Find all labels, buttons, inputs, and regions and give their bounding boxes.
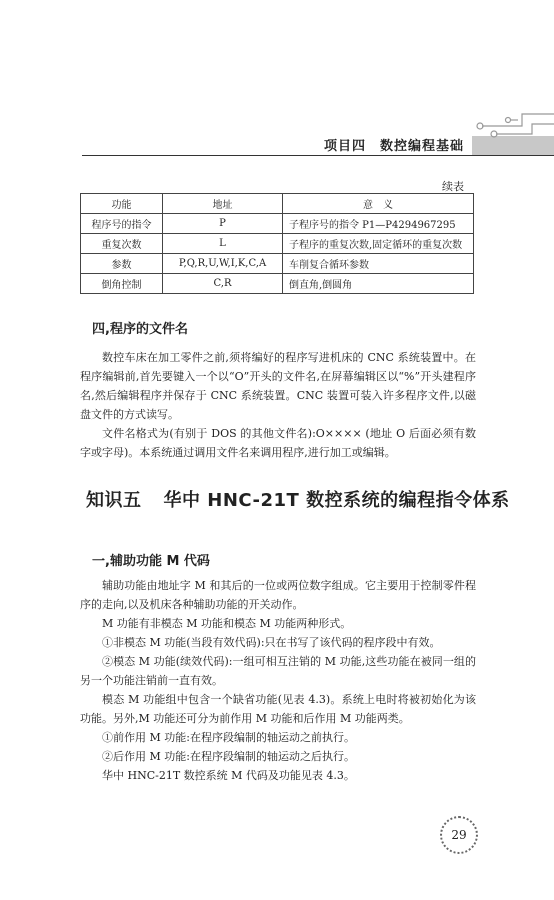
table-cell: 子程序号的指令 P1—P4294967295 [283, 214, 474, 234]
table-header-cell: 意 义 [283, 194, 474, 214]
paragraph: ①非模态 M 功能(当段有效代码):只在书写了该代码的程序段中有效。 [102, 636, 441, 649]
table-cell: 程序号的指令 [81, 214, 163, 234]
header-chapter: 项目四 [323, 139, 366, 154]
table-row [81, 274, 474, 294]
table-header-row [81, 194, 474, 214]
paragraph: ②模态 M 功能(续效代码):一组可相互注销的 M 功能,这些功能在被同一组的另一个功能注销前一直有效。 [80, 655, 476, 687]
paragraph: ②后作用 M 功能:在程序段编制的轴运动之后执行。 [102, 750, 355, 763]
section-heading-filename: 四,程序的文件名 [92, 322, 188, 337]
paragraph: 辅助功能由地址字 M 和其后的一位或两位数字组成。它主要用于控制零件程序的走向,以及机床各种辅助功能的开关动作。 [80, 579, 476, 611]
table-cell: C,R [163, 274, 283, 294]
header-decoration [462, 100, 554, 160]
table-cell: 车削复合循环参数 [283, 254, 474, 274]
paragraph: 数控车床在加工零件之前,须将编好的程序写进机床的 CNC 系统装置中。在程序编辑前,首先要键入一个以“O”开头的文件名,在屏幕编辑区以“%”开头建程序名,然后编辑程序并保存于 CNC 系统装置。CNC 装置可装入许多程序文件,以磁盘文件的方式读写。 [80, 351, 476, 421]
running-header [324, 135, 464, 154]
table-cell: 子程序的重复次数,固定循环的重复次数 [283, 234, 474, 254]
table-cell: L [163, 234, 283, 254]
table-cell: 倒直角,倒圆角 [283, 274, 474, 294]
table-cell: P,Q,R,U,W,I,K,C,A [163, 254, 283, 274]
header-rule [82, 155, 554, 156]
table-cell: 参数 [81, 254, 163, 274]
paragraph: 华中 HNC-21T 数控系统 M 代码及功能见表 4.3。 [102, 769, 355, 782]
section-heading-m-code: 一,辅助功能 M 代码 [92, 554, 210, 569]
header-title: 数控编程基础 [379, 139, 464, 154]
knowledge-title-text: 华中 HNC-21T 数控系统的编程指令体系 [163, 490, 510, 511]
knowledge-number: 知识五 [86, 490, 142, 511]
knowledge-title [86, 486, 510, 512]
paragraph: ①前作用 M 功能:在程序段编制的轴运动之前执行。 [102, 731, 355, 744]
table-row [81, 254, 474, 274]
paragraph: M 功能有非模态 M 功能和模态 M 功能两种形式。 [102, 617, 352, 630]
paragraph: 模态 M 功能组中包含一个缺省功能(见表 4.3)。系统上电时将被初始化为该功能。另外,M 功能还可分为前作用 M 功能和后作用 M 功能两类。 [80, 693, 476, 725]
address-table [80, 193, 474, 294]
paragraph: 文件名格式为(有别于 DOS 的其他文件名):O×××× (地址 O 后面必须有数字或字母)。本系统通过调用文件名来调用程序,进行加工或编辑。 [80, 427, 476, 459]
page-number: 29 [440, 816, 478, 854]
table-row [81, 214, 474, 234]
table-cell: 重复次数 [81, 234, 163, 254]
table-row [81, 234, 474, 254]
table-header-cell: 地址 [163, 194, 283, 214]
table-cell: 倒角控制 [81, 274, 163, 294]
table-cell: P [163, 214, 283, 234]
continued-label: 续表 [442, 180, 464, 193]
table-header-cell: 功能 [81, 194, 163, 214]
